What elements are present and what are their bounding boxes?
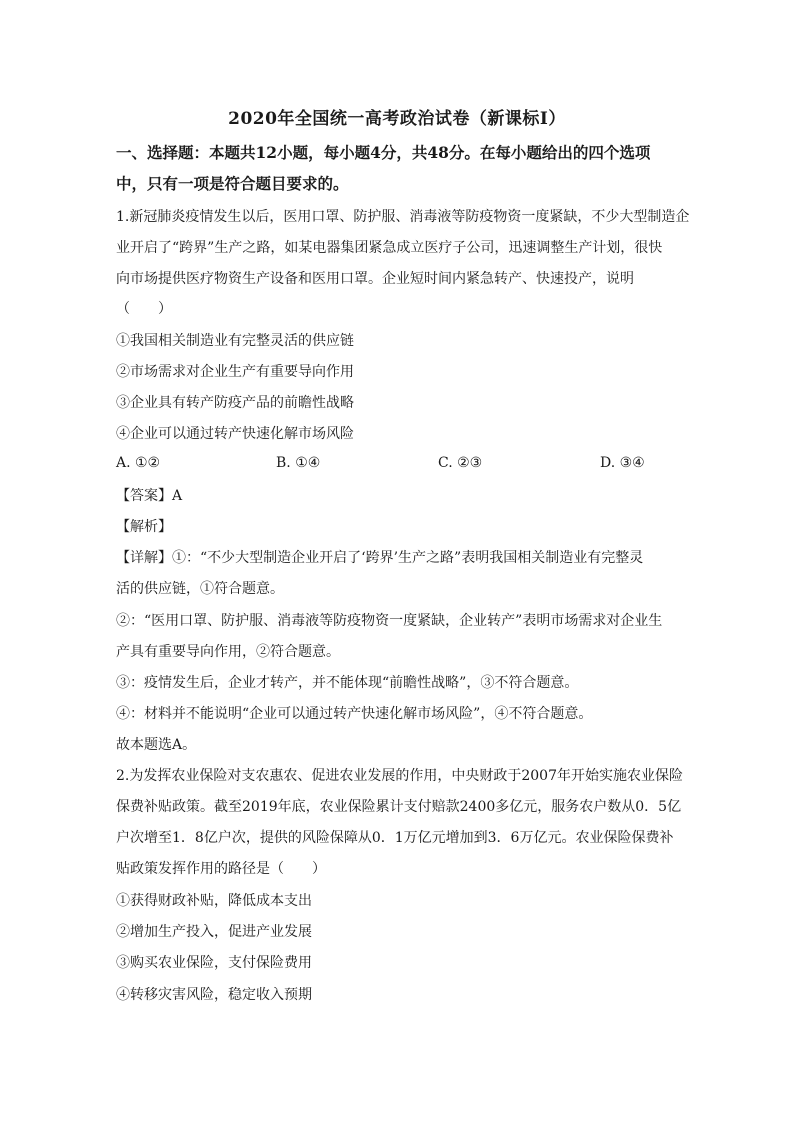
q1-statement: ②市场需求对企业生产有重要导向作用 (116, 364, 354, 380)
q1-stem-line: 1.新冠肺炎疫情发生以后，医用口罩、防护服、消毒液等防疫物资一度紧缺，不少大型制造企 (116, 209, 690, 225)
section-header-line: 中，只有一项是符合题目要求的。 (116, 174, 349, 193)
q1-detail-line: 活的供应链，①符合题意。 (116, 581, 284, 597)
q1-option-a: A. ①② (116, 455, 161, 471)
q2-statement: ②增加生产投入，促进产业发展 (116, 924, 312, 940)
q1-option-b: B. ①④ (276, 455, 321, 471)
q1-option-d: D. ③④ (600, 455, 645, 471)
q1-options (116, 455, 676, 475)
page-title: 2020年全国统一高考政治试卷（新课标Ⅰ） (228, 109, 566, 129)
q1-stem-line: 向市场提供医疗物资生产设备和医用口罩。企业短时间内紧急转产、快速投产，说明 (116, 271, 634, 287)
q1-option-c: C. ②③ (438, 455, 483, 471)
q2-stem-line: 户次增至1．8亿户次，提供的风险保障从0．1万亿元增加到3．6万亿元。农业保险保费补 (116, 830, 674, 846)
q1-answer: 【答案】A (116, 488, 183, 504)
q1-statement: ①我国相关制造业有完整灵活的供应链 (116, 333, 354, 349)
q1-detail-line: 【详解】①：“不少大型制造企业开启了‘跨界’生产之路”表明我国相关制造业有完整灵 (116, 550, 644, 566)
section-header-line: 一、选择题：本题共12小题，每小题4分，共48分。在每小题给出的四个选项 (116, 143, 651, 162)
q2-statement: ③购买农业保险，支付保险费用 (116, 955, 312, 971)
q2-stem-line: 保费补贴政策。截至2019年底，农业保险累计支付赔款2400多亿元，服务农户数从0．5亿 (116, 799, 682, 815)
q2-stem-line: 贴政策发挥作用的路径是（ ） (116, 861, 326, 877)
q1-statement: ④企业可以通过转产快速化解市场风险 (116, 426, 354, 442)
q1-detail-line: ③：疫情发生后，企业才转产，并不能体现“前瞻性战略”，③不符合题意。 (116, 675, 579, 691)
q1-stem-line: 业开启了“跨界”生产之路，如某电器集团紧急成立医疗子公司，迅速调整生产计划，很快 (116, 240, 663, 256)
q2-statement: ④转移灾害风险，稳定收入预期 (116, 987, 312, 1003)
q1-detail-line: 产具有重要导向作用，②符合题意。 (116, 644, 340, 660)
q1-conclusion: 故本题选A。 (116, 737, 197, 753)
q1-detail-line: ④：材料并不能说明“企业可以通过转产快速化解市场风险”，④不符合题意。 (116, 706, 593, 722)
q1-answer-blank: （ ） (116, 301, 172, 317)
q2-stem-line: 2.为发挥农业保险对支农惠农、促进农业发展的作用，中央财政于2007年开始实施农业保险 (116, 768, 683, 784)
q1-detail-line: ②：“医用口罩、防护服、消毒液等防疫物资一度紧缺，企业转产”表明市场需求对企业生 (116, 613, 663, 629)
q1-analysis-label: 【解析】 (116, 519, 172, 535)
q1-statement: ③企业具有转产防疫产品的前瞻性战略 (116, 395, 354, 411)
q2-statement: ①获得财政补贴，降低成本支出 (116, 893, 312, 909)
